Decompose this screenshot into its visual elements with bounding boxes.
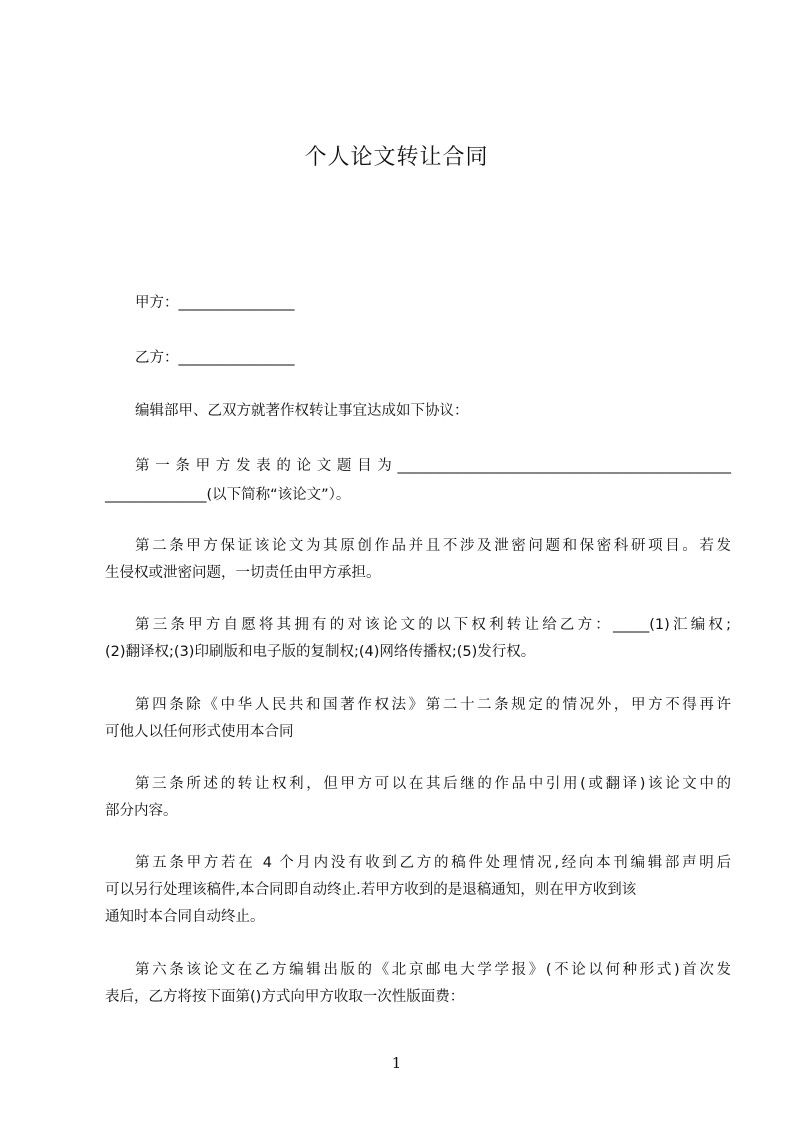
article4-line1: 第四条除《中华人民共和国著作权法》第二十二条规定的情况外，甲方不得再许 [135,697,731,713]
article4-line2: 可他人以任何形式使用本合同 [105,724,294,740]
article1-line1: 第一条甲方发表的论文题目为______________________________________________ [135,458,731,474]
page-number: 1 [391,1054,402,1072]
article6-line1: 第六条该论文在乙方编辑出版的《北京邮电大学学报》(不论以何种形式)首次发 [135,962,731,978]
article3-line2: (2)翻译权;(3)印刷版和电子版的复制权;(4)网络传播权;(5)发行权。 [105,644,536,660]
article1-line2: ______________(以下简称“该论文”）。 [105,487,351,503]
article5-line1: 第五条甲方若在 4 个月内没有收到乙方的稿件处理情况,经向本刊编辑部声明后 [135,855,731,871]
article5-line3: 通知时本合同自动终止。 [105,909,265,925]
article2-line2: 生侵权或泄密问题，一切责任由甲方承担。 [105,565,381,581]
document-title: 个人论文转让合同 [304,145,489,170]
intro-paragraph: 编辑部甲、乙双方就著作权转让事宜达成如下协议： [135,403,469,419]
article4-continuation-line1: 第三条所述的转让权利，但甲方可以在其后继的作品中引用(或翻译)该论文中的 [135,776,731,792]
article6-line2: 表后，乙方将按下面第()方式向甲方收取一次性版面费： [105,989,465,1005]
article2-line1: 第二条甲方保证该论文为其原创作品并且不涉及泄密问题和保密科研项目。若发 [135,538,731,554]
article5-line2: 可以另行处理该稿件,本合同即自动终止.若甲方收到的是退稿通知，则在甲方收到该 [105,882,637,898]
article3-line1: 第三条甲方自愿将其拥有的对该论文的以下权利转让给乙方：_____(1)汇编权; [135,617,731,633]
article4-continuation-line2: 部分内容。 [105,803,178,819]
party-b-line: 乙方：________________ [135,350,295,366]
party-a-line: 甲方：________________ [135,295,295,311]
